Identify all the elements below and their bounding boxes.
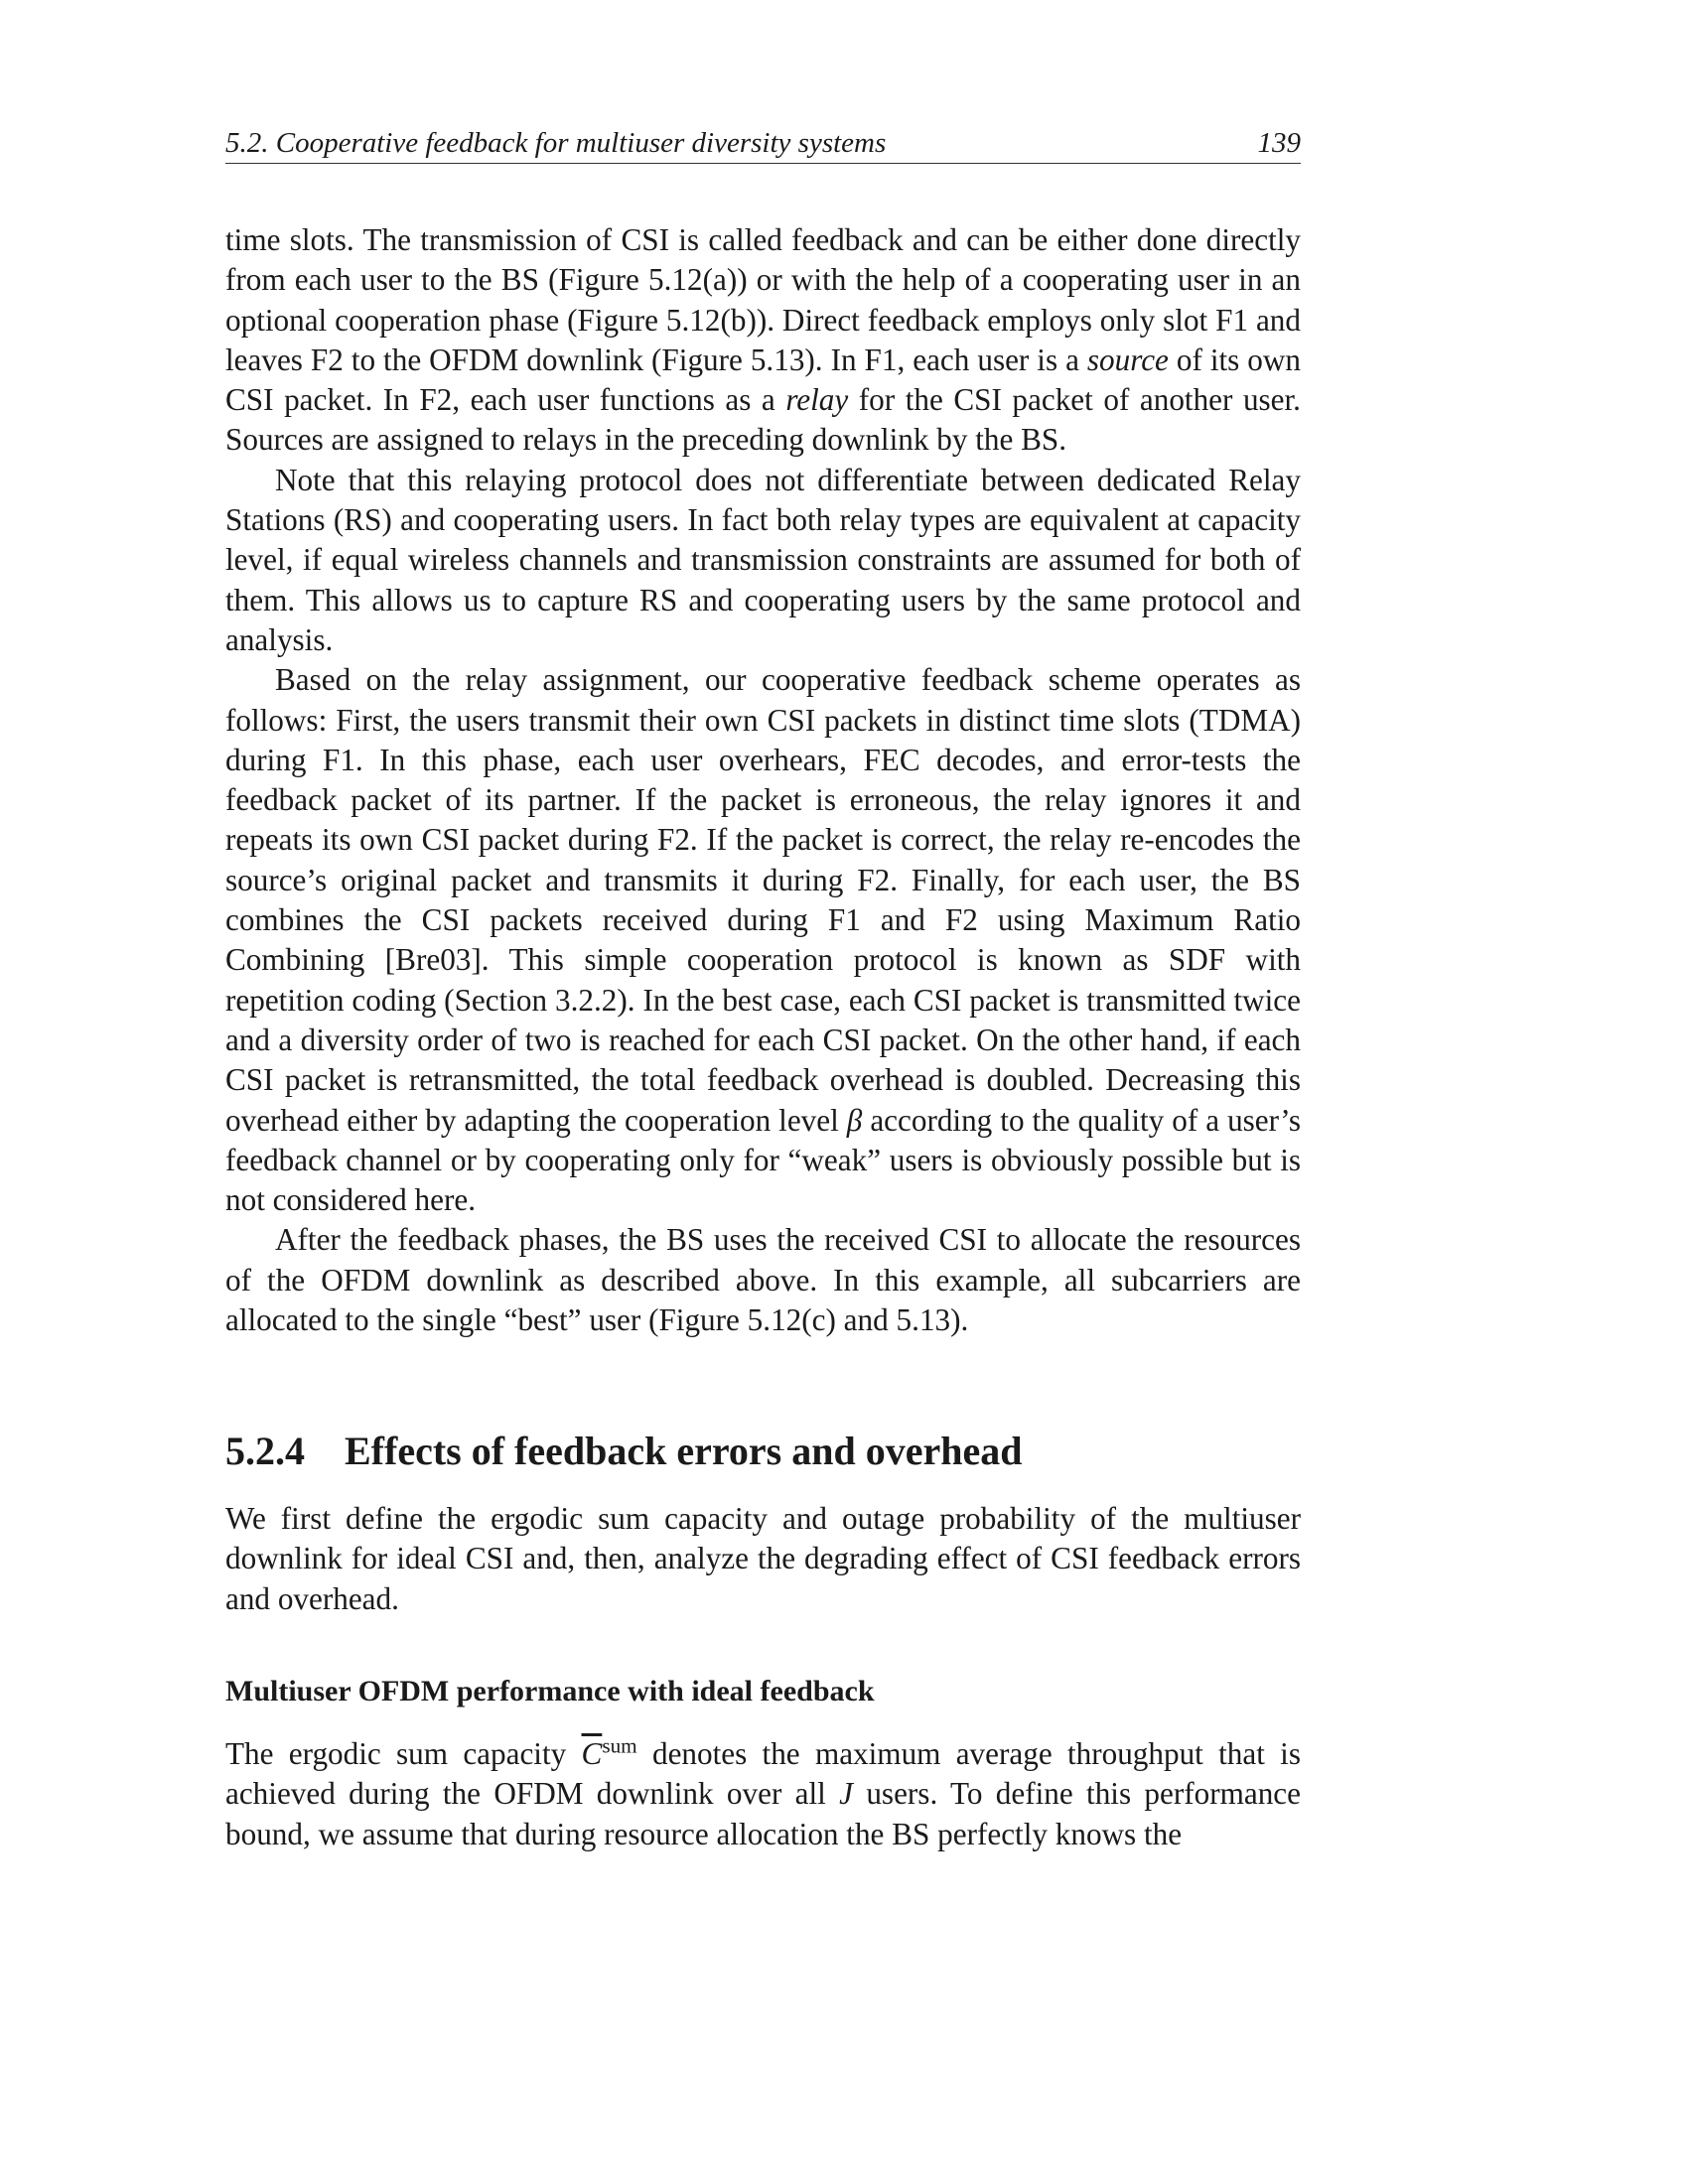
- subsection-heading: Multiuser OFDM performance with ideal feedback: [225, 1675, 875, 1707]
- paragraph-1-part-b: of its own CSI packet. In F2, each user functions as a: [225, 341, 1302, 418]
- paragraph-1-part-a: time slots. The transmission of CSI is called feedback and can be either done directly from each user to the BS (Figure 5.12(a)) or with the help of a cooperating user in an optional cooperation phase (Figure 5.12(b)). Direct feedback employs only slot F1 and leaves F2 to the OFDM downlink (Figure 5.13). In F1, each user is a: [225, 222, 1301, 377]
- subsection-text-part-c: users. To define this performance bound, we assume that during resource allocation the BS perfectly knows the: [225, 1776, 1301, 1851]
- symbol-sup-sum: sum: [602, 1733, 637, 1758]
- page-number: 139: [1257, 127, 1301, 159]
- running-head-title: 5.2. Cooperative feedback for multiuser diversity systems: [225, 127, 887, 159]
- symbol-beta: β: [846, 1102, 863, 1138]
- body-text: [225, 220, 1301, 1340]
- subsection-text-part-b: denotes the maximum average throughput that is achieved during the OFDM downlink over all: [225, 1736, 1301, 1812]
- term-relay: relay: [785, 382, 849, 418]
- subsection-text: [225, 1734, 1301, 1854]
- paragraph-1: [225, 220, 1301, 461]
- paragraph-4: After the feedback phases, the BS uses the received CSI to allocate the resources of the OFDM downlink as described above. In this example, all subcarriers are allocated to the single “best” user (Figure 5.12(c) and 5.13).: [225, 1222, 1301, 1338]
- symbol-j: J: [839, 1776, 854, 1812]
- section-number: 5.2.4: [225, 1429, 305, 1473]
- term-source: source: [1086, 341, 1169, 377]
- section-heading: [225, 1427, 1301, 1476]
- paragraph-3-part-a: Based on the relay assignment, our cooperative feedback scheme operates as follows: First, the users transmit their own CSI packets in distinct time slots (TDMA) during F1. In this phase, each user overhears, FEC decodes, and error-tests the feedback packet of its partner. If the packet is erroneous, the relay ignores it and repeats its own CSI packet during F2. If the packet is correct, the relay re-encodes the source’s original packet and transmits it during F2. Finally, for each user, the BS combines the CSI packets received during F1 and F2 using Maximum Ratio Combining [Bre03]. This simple cooperation protocol is known as SDF with repetition coding (Section 3.2.2). In the best case, each CSI packet is transmitted twice and a diversity order of two is reached for each CSI packet. On the other hand, if each CSI packet is retransmitted, the total feedback overhead is doubled. Decreasing this overhead either by adapting the cooperation level: [225, 662, 1301, 1138]
- section-intro: We first define the ergodic sum capacity and outage probability of the multiuser downlink for ideal CSI and, then, analyze the degrading effect of CSI feedback errors and overhead.: [225, 1501, 1301, 1616]
- symbol-c-bar: $\overline{C}$: [581, 1736, 603, 1771]
- paragraph-1-part-c: for the CSI packet of another user. Sources are assigned to relays in the preceding downlink by the BS.: [225, 382, 1301, 458]
- section-title: Effects of feedback errors and overhead: [345, 1429, 1023, 1473]
- paragraph-3-part-b: according to the quality of a user’s feedback channel or by cooperating only for “weak” users is obviously possible but is not considered here.: [225, 1102, 1301, 1218]
- paragraph-3: [225, 660, 1301, 1220]
- running-head: [225, 123, 1301, 164]
- subsection-text-part-a: The ergodic sum capacity: [225, 1736, 582, 1771]
- paragraph-2: Note that this relaying protocol does not differentiate between dedicated Relay Stations (RS) and cooperating users. In fact both relay types are equivalent at capacity level, if equal wireless channels and transmission constraints are assumed for both of them. This allows us to capture RS and cooperating users by the same protocol and analysis.: [225, 462, 1301, 657]
